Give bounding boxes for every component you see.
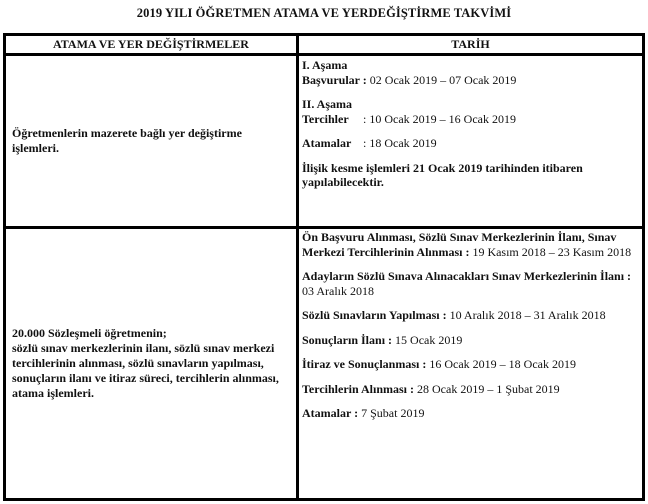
schedule-item-label: İtiraz ve Sonuçlanması : [302, 357, 427, 371]
assign-line [302, 136, 638, 151]
schedule-item [302, 382, 638, 397]
schedule-item [302, 308, 638, 323]
row2-description-line1: 20.000 Sözleşmeli öğretmenin; [12, 326, 167, 340]
stage2-line [302, 112, 638, 127]
stage2-value: : 10 Ocak 2019 – 16 Ocak 2019 [360, 111, 516, 126]
schedule-item-label: Tercihlerin Alınması : [302, 381, 415, 396]
column-header-date: TARİH [451, 37, 490, 51]
schedule-item-value: 10 Aralık 2018 – 31 Aralık 2018 [446, 308, 606, 322]
stage1-value: 02 Ocak 2019 – 07 Ocak 2019 [366, 72, 517, 87]
table-header-row [6, 36, 642, 56]
schedule-item [302, 230, 638, 259]
column-header-assignment: ATAMA VE YER DEĞİŞTİRMELER [53, 37, 249, 51]
stage2-label: Tercihler [302, 111, 349, 126]
schedule-item-value: 28 Ocak 2019 – 1 Şubat 2019 [414, 381, 560, 396]
document-title: 2019 YILI ÖĞRETMEN ATAMA VE YERDEĞİŞTİRME TAKVİMİ [136, 6, 512, 20]
schedule-item-value: 7 Şubat 2019 [358, 406, 425, 420]
schedule-item-value: 19 Kasım 2018 – 23 Kasım 2018 [469, 244, 632, 259]
dismissal-note: İlişik kesme işlemleri 21 Ocak 2019 tarihinden itibaren yapılabilecektir. [302, 160, 583, 189]
schedule-item-value: 03 Aralık 2018 [302, 283, 374, 298]
schedule-item [302, 333, 638, 348]
row2-description-cell [6, 229, 296, 498]
row2-date-cell [302, 230, 638, 431]
stage2-block [302, 97, 638, 126]
schedule-item-label: Sonuçların İlanı : [302, 332, 393, 347]
row1-description: Öğretmenlerin mazerete bağlı yer değiştirme işlemleri. [12, 126, 242, 155]
schedule-item-value: 15 Ocak 2019 [392, 332, 463, 347]
stage1-label: Başvurular : [302, 72, 367, 87]
schedule-item-label: Ön Başvuru Alınması, Sözlü Sınav Merkezlerinin İlanı, Sınav Merkezi Tercihlerinin Alınması : [302, 230, 617, 259]
schedule-item [302, 357, 638, 372]
schedule-item-label: Sözlü Sınavların Yapılması : [302, 308, 447, 322]
assign-value: : 18 Ocak 2019 [360, 136, 437, 150]
assign-label: Atamalar [302, 136, 352, 150]
row2-description-line2: sözlü sınav merkezlerinin ilanı, sözlü sınav merkezi tercihlerinin alınması, sözlü sınavların yapılması, sonuçların ilanı ve itiraz süreci, tercihlerin alınması, atama işlemleri. [12, 341, 279, 400]
schedule-item-label: Adayların Sözlü Sınava Alınacakları Sınav Merkezlerinin İlanı : [302, 269, 632, 283]
stage1-line [302, 73, 638, 88]
stage1-block [302, 58, 638, 87]
stage2-title: II. Aşama [302, 97, 353, 111]
schedule-item-label: Atamalar : [302, 406, 359, 420]
stage1-title: I. Aşama [302, 58, 348, 72]
row2-description [6, 326, 296, 401]
column-divider [296, 36, 299, 498]
schedule-table [3, 33, 645, 501]
schedule-item [302, 406, 638, 421]
schedule-item [302, 269, 638, 298]
row1-description-cell [6, 56, 296, 226]
row1-date-cell [302, 58, 638, 190]
schedule-item-value: 16 Ocak 2019 – 18 Ocak 2019 [426, 357, 576, 371]
